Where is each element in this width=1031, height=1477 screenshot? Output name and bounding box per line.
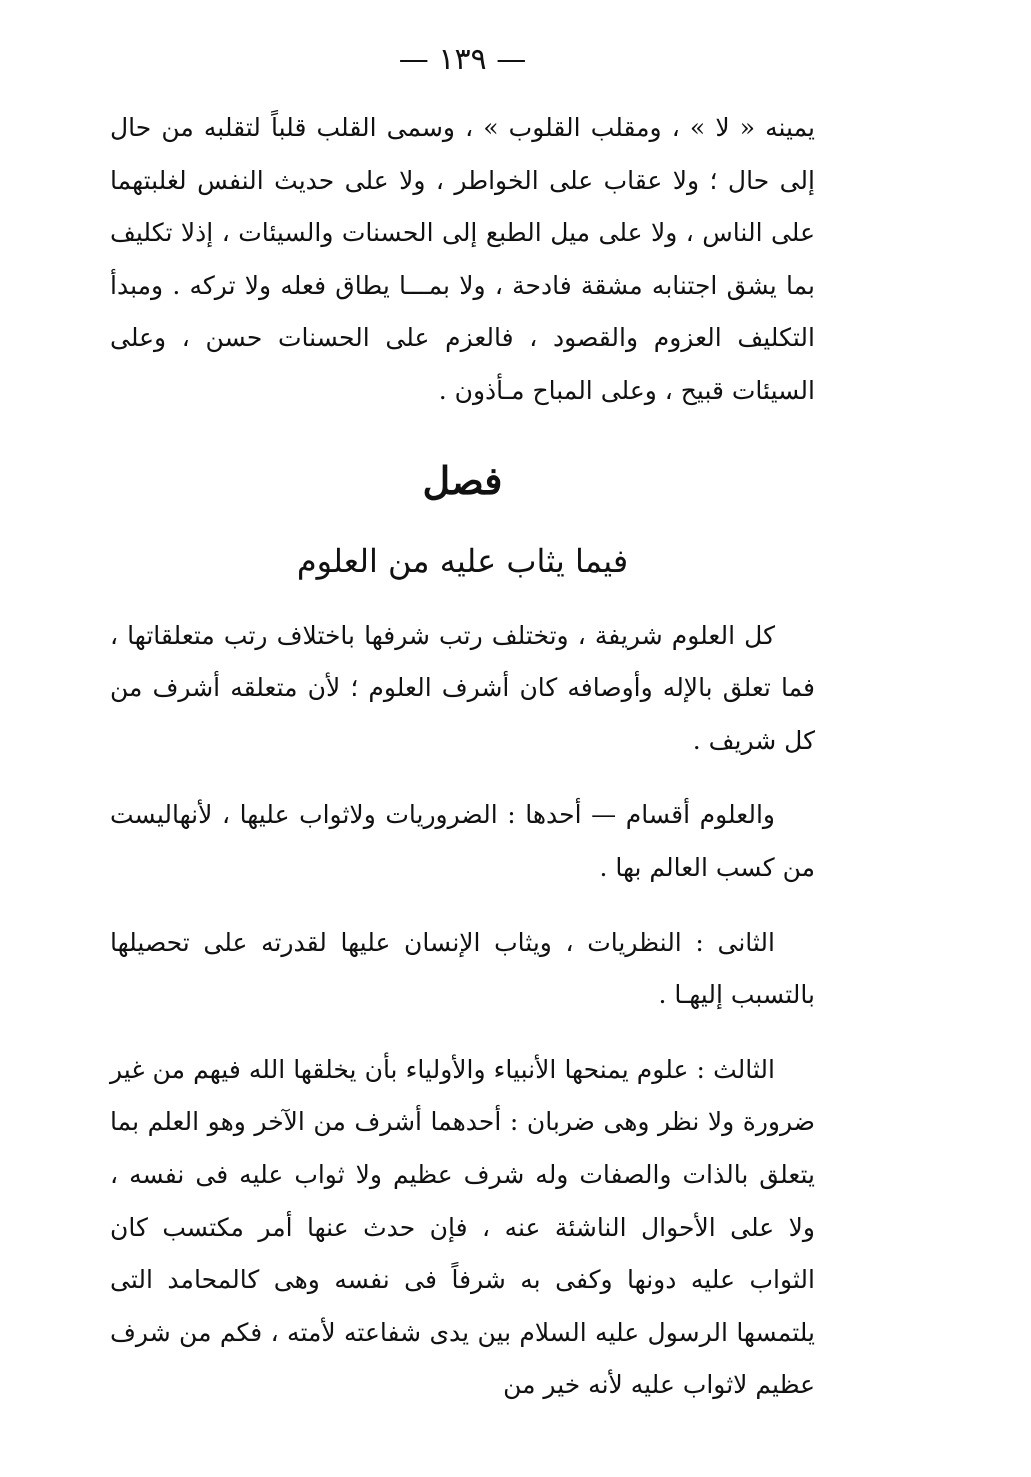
paragraph-1: كل العلوم شريفة ، وتختلف رتب شرفها باختلاف رتب متعلقاتها ، فما تعلق بالإله وأوصافه كان أشرف العلوم ؛ لأن متعلقه أشرف من كل شريف . <box>110 620 815 755</box>
book-page <box>110 40 815 1440</box>
paragraph-4: الثالث : علوم يمنحها الأنبياء والأولياء بأن يخلقها الله فيهم من غير ضرورة ولا نظر وهى ضربان : أحدهما أشرف من الآخر وهو العلم بما يتعلق بالذات والصفات وله شرف عظيم ولا ثواب عليه فى نفسه ، ولا على الأحوال الناشئة عنه ، فإن حدث عنها أمر مكتسب كان الثواب عليه دونها وكفى به شرفاً فى نفسه وهى كالمحامد التى يلتمسها الرسول عليه السلام بين يدى شفاعته لأمته ، فكم من شرف عظيم لاثواب عليه لأنه خير من <box>110 1054 815 1400</box>
section-title: فصل <box>422 457 503 503</box>
paragraph-3: الثانى : النظريات ، ويثاب الإنسان عليها لقدرته على تحصيلها بالتسبب إليهـا . <box>110 927 815 1010</box>
paragraph-2: والعلوم أقسام — أحدها : الضروريات ولاثواب عليها ، لأنهاليست من كسب العالم بها . <box>110 800 815 882</box>
section-subtitle: فيما يثاب عليه من العلوم <box>296 541 629 580</box>
opening-paragraph: يمينه « لا » ، ومقلب القلوب » ، وسمى القلب قلباً لتقلبه من حال إلى حال ؛ ولا عقاب على الخواطر ، ولا على حديث النفس لغلبتهما على الناس ، ولا على ميل الطبع إلى الحسنات والسيئات ، إذلا تكليف بما يشق اجتنابه مشقة فادحة ، ولا بمـــا يطاق فعله ولا تركه . ومبدأ التكليف العزوم والقصود ، فالعزم على الحسنات حسن ، وعلى السيئات قبيح ، وعلى المباح مـأذون . <box>110 113 815 405</box>
page-number: — ١٣٩ — <box>398 42 527 77</box>
